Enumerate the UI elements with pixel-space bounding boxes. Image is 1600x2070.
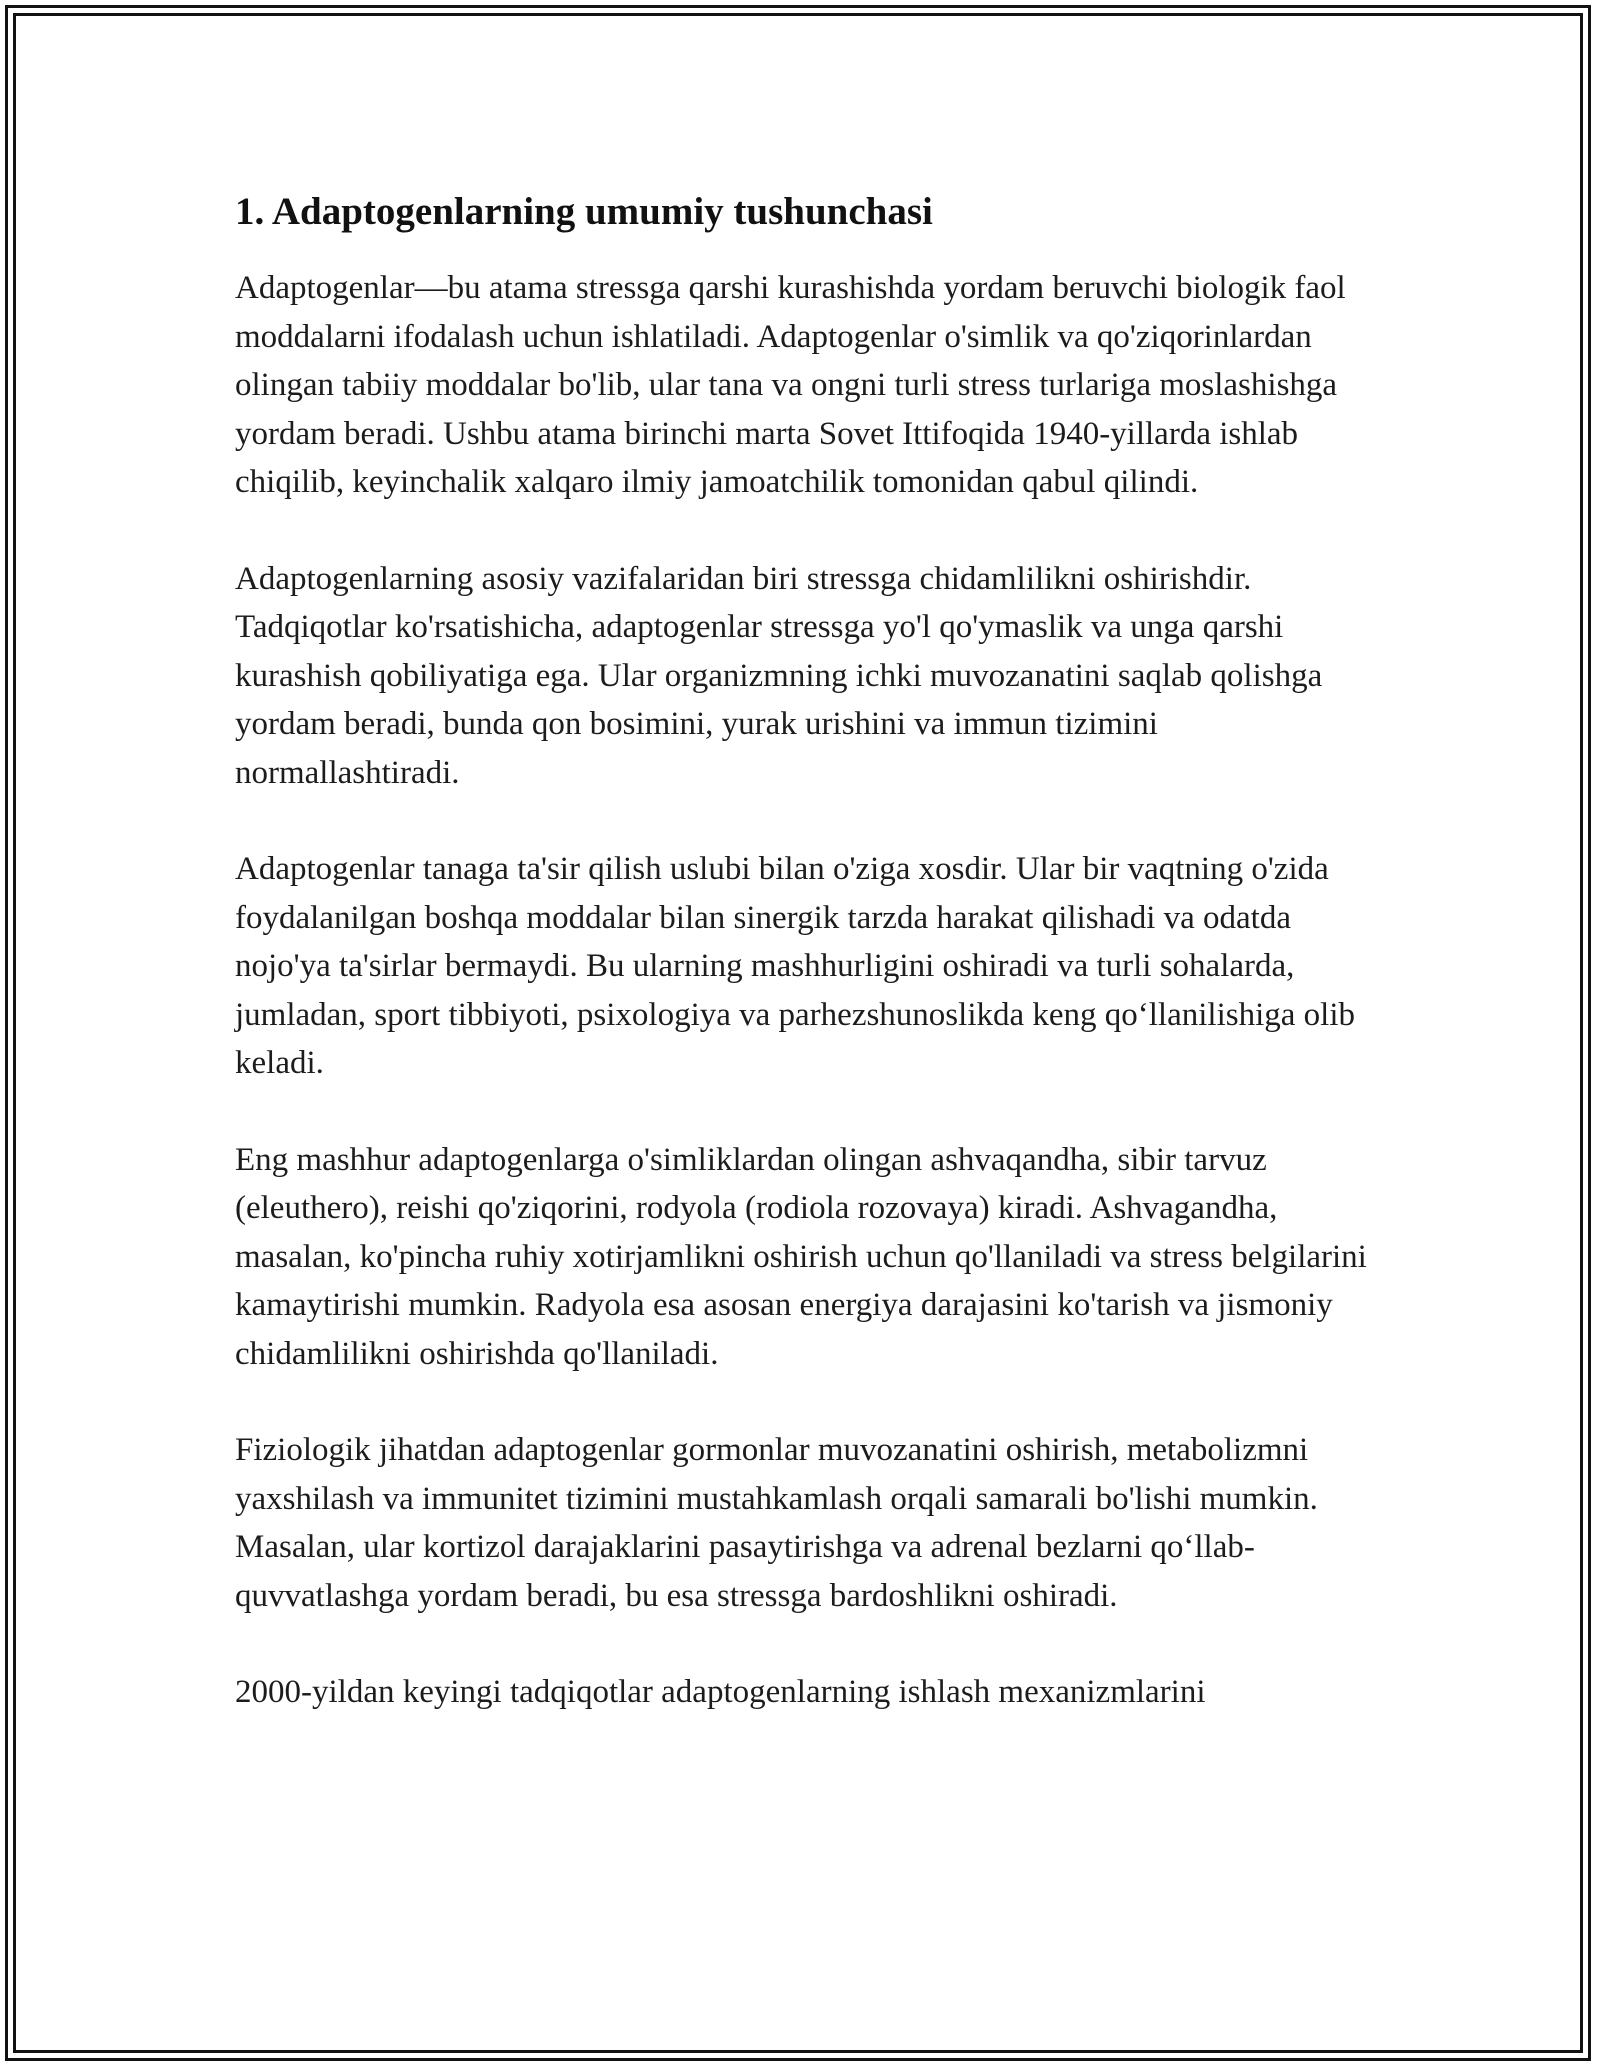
- paragraph-1: Adaptogenlar—bu atama stressga qarshi kurashishda yordam beruvchi biologik faol moddalarni ifodalash uchun ishlatiladi. Adaptogenlar o'simlik va qo'ziqorinlardan olingan tabiiy moddalar bo'lib, ular tana va ongni turli stress turlariga moslashishga yordam beradi. Ushbu atama birinchi marta Sovet Ittifoqida 1940-yillarda ishlab chiqilib, keyinchalik xalqaro ilmiy jamoatchilik tomonidan qabul qilindi.: [235, 270, 1346, 500]
- paragraph-5: Fiziologik jihatdan adaptogenlar gormonlar muvozanatini oshirish, metabolizmni yaxshilash va immunitet tizimini mustahkamlash orqali samarali bo'lishi mumkin. Masalan, ular kortizol darajaklarini pasaytirishga va adrenal bezlarni qo‘llab-quvvatlashga yordam beradi, bu esa stressga bardoshlikni oshiradi.: [235, 1432, 1318, 1614]
- paragraph-3: Adaptogenlar tanaga ta'sir qilish uslubi bilan o'ziga xosdir. Ular bir vaqtning o'zida foydalanilgan boshqa moddalar bilan sinergik tarzda harakat qilishadi va odatda nojo'ya ta'sirlar bermaydi. Bu ularning mashhurligini oshiradi va turli sohalarda, jumladan, sport tibbiyoti, psixologiya va parhezshunoslikda keng qo‘llanilishiga olib keladi.: [235, 851, 1356, 1081]
- document-body: [235, 186, 1380, 1765]
- section-heading: 1. Adaptogenlarning umumiy tushunchasi: [235, 190, 933, 233]
- paragraph-2: Adaptogenlarning asosiy vazifalaridan biri stressga chidamlilikni oshirishdir. Tadqiqotlar ko'rsatishicha, adaptogenlar stressga yo'l qo'ymaslik va unga qarshi kurashish qobiliyatiga ega. Ular organizmning ichki muvozanatini saqlab qolishga yordam beradi, bunda qon bosimini, yurak urishini va immun tizimini normallashtiradi.: [235, 560, 1323, 791]
- paragraph-6: 2000-yildan keyingi tadqiqotlar adaptogenlarning ishlash mexanizmlarini: [235, 1674, 1206, 1710]
- paragraph-4: Eng mashhur adaptogenlarga o'simliklardan olingan ashvaqandha, sibir tarvuz (eleuthero), reishi qo'ziqorini, rodyola (rodiola rozovaya) kiradi. Ashvagandha, masalan, ko'pincha ruhiy xotirjamlikni oshirish uchun qo'llaniladi va stress belgilarini kamaytirishi mumkin. Radyola esa asosan energiya darajasini ko'tarish va jismoniy chidamlilikni oshirishda qo'llaniladi.: [235, 1141, 1367, 1372]
